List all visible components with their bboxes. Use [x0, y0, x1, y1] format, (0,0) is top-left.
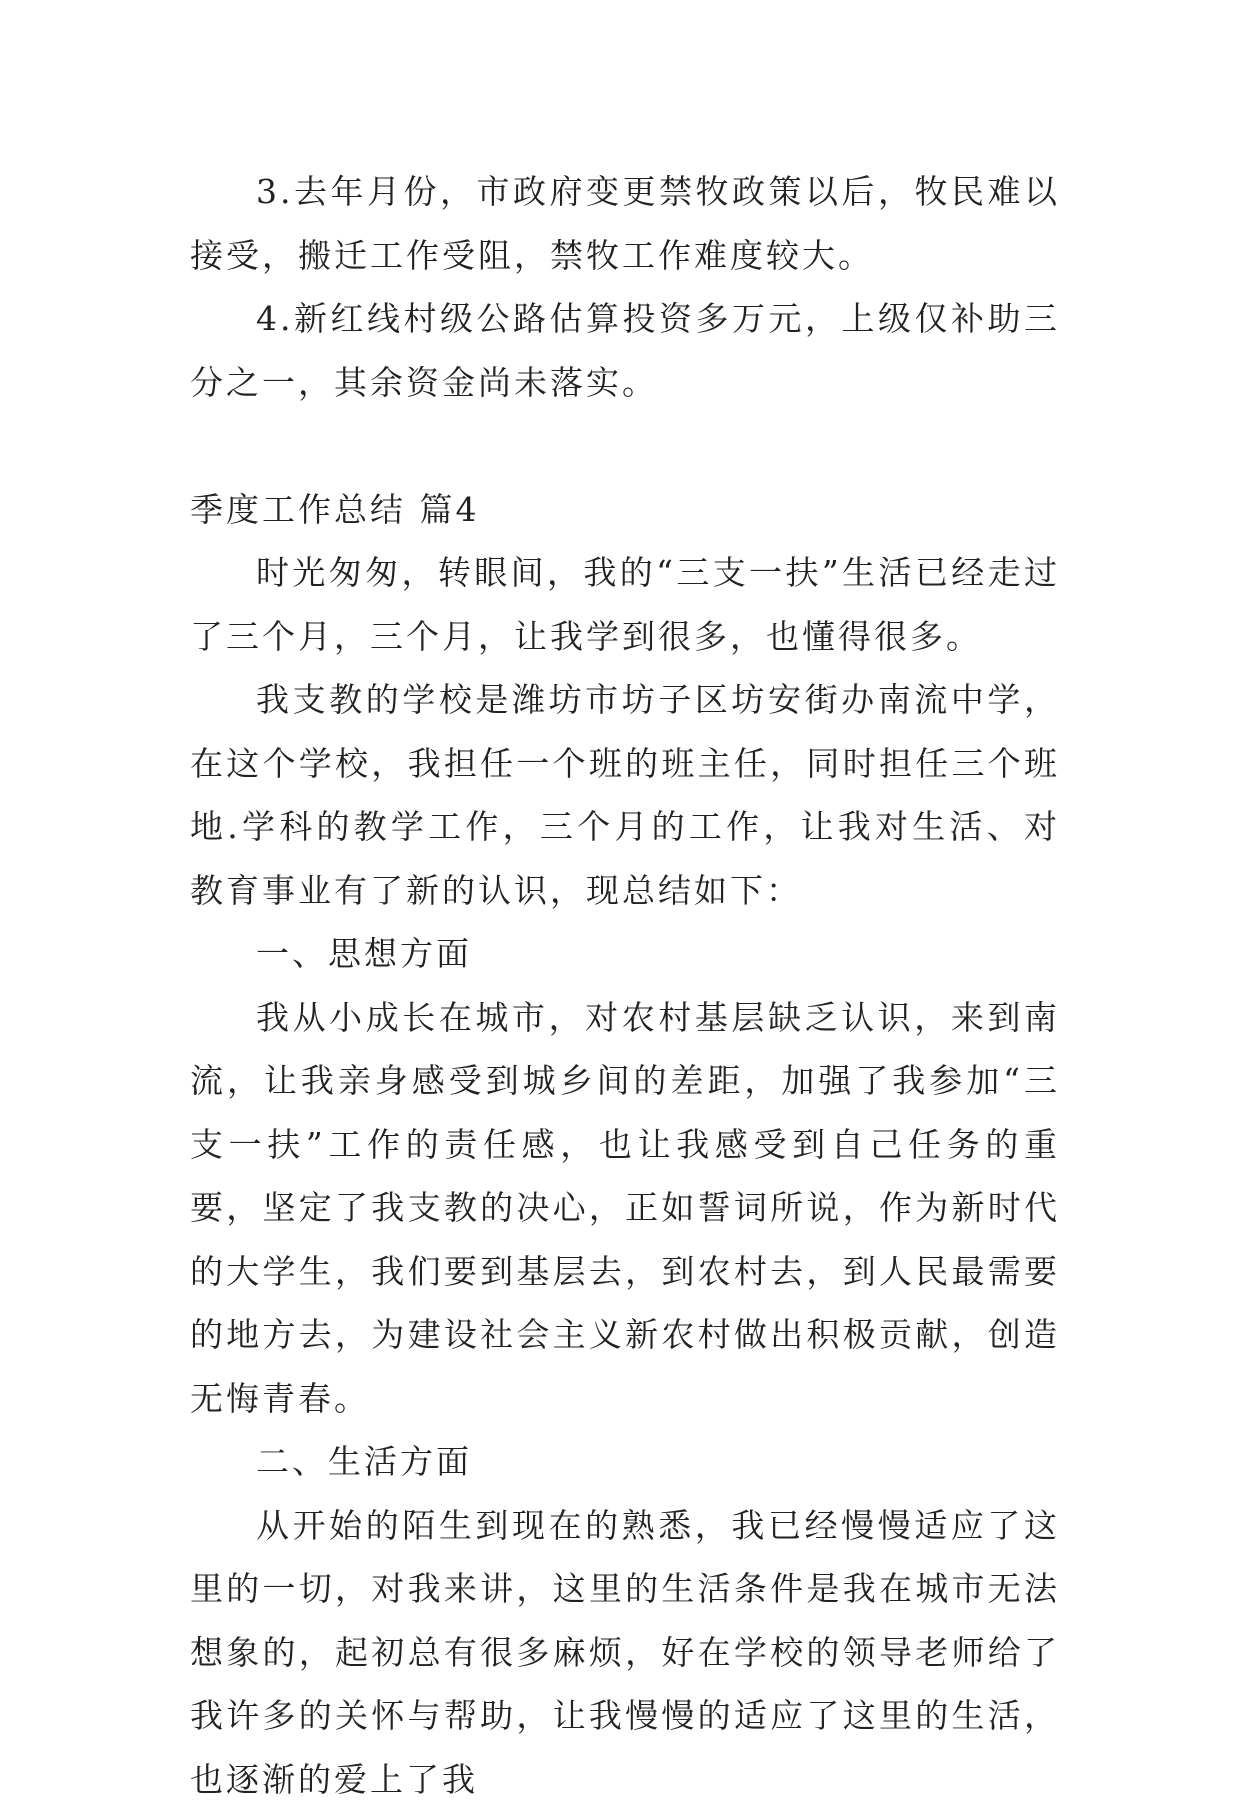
section-spacer [190, 414, 1060, 478]
document-body [190, 160, 1060, 1811]
paragraph-thought: 我从小成长在城市，对农村基层缺乏认识，来到南流，让我亲身感受到城乡间的差距，加强了我参加“三支一扶”工作的责任感，也让我感受到自己任务的重要，坚定了我支教的决心，正如誓词所说，作为新时代的大学生，我们要到基层去，到农村去，到人民最需要的地方去，为建设社会主义新农村做出积极贡献，创造无悔青春。 [190, 986, 1060, 1431]
subheading-life: 二、生活方面 [190, 1430, 1060, 1494]
paragraph-school: 我支教的学校是潍坊市坊子区坊安街办南流中学，在这个学校，我担任一个班的班主任，同时担任三个班地.学科的教学工作，三个月的工作，让我对生活、对教育事业有了新的认识，现总结如下： [190, 668, 1060, 922]
paragraph-item-4: 4.新红线村级公路估算投资多万元，上级仅补助三分之一，其余资金尚未落实。 [190, 287, 1060, 414]
paragraph-item-3: 3.去年月份，市政府变更禁牧政策以后，牧民难以接受，搬迁工作受阻，禁牧工作难度较大。 [190, 160, 1060, 287]
subheading-thought: 一、思想方面 [190, 922, 1060, 986]
paragraph-intro: 时光匆匆，转眼间，我的“三支一扶”生活已经走过了三个月，三个月，让我学到很多，也懂得很多。 [190, 541, 1060, 668]
paragraph-life: 从开始的陌生到现在的熟悉，我已经慢慢适应了这里的一切，对我来讲，这里的生活条件是我在城市无法想象的，起初总有很多麻烦，好在学校的领导老师给了我许多的关怀与帮助，让我慢慢的适应了这里的生活，也逐渐的爱上了我 [190, 1494, 1060, 1811]
section-title: 季度工作总结 篇4 [190, 478, 1060, 542]
